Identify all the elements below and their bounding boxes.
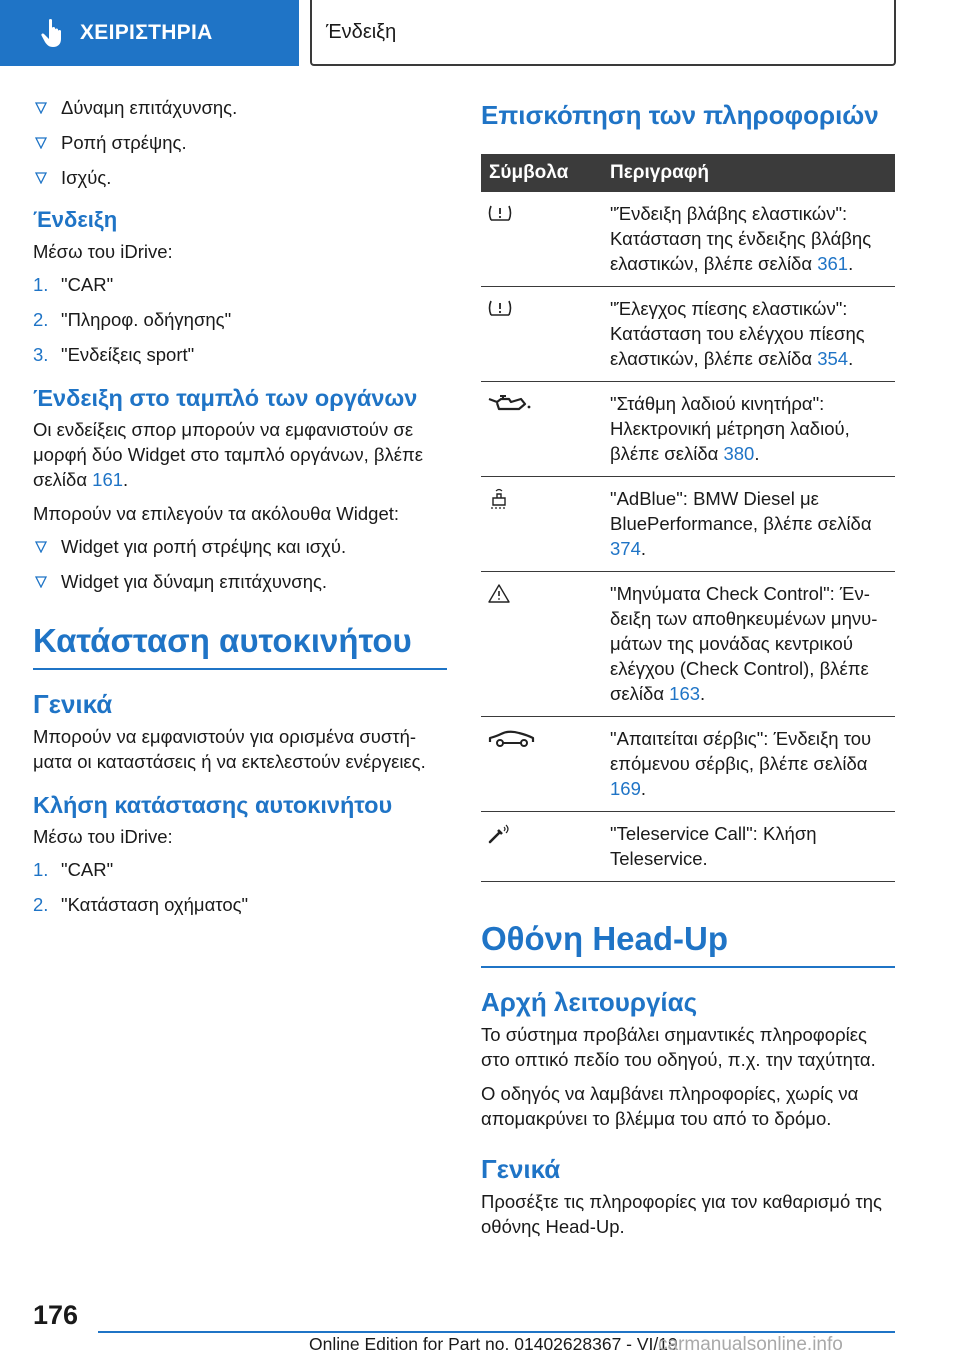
edition-text: Online Edition for Part no. 01402628367 - VI/19 bbox=[309, 1334, 678, 1354]
table-row: "Teleservice Call": Κλήση Teleservice. bbox=[481, 812, 895, 882]
call-status-heading: Κλήση κατάστασης αυτοκινήτου bbox=[33, 792, 393, 818]
principle-paragraph-2: Ο οδηγός να λαμβάνει πληροφορίες, χωρίς να απομακρύνει το βλέμμα του από το δρόμο. bbox=[481, 1083, 859, 1129]
tire-pressure-icon bbox=[487, 298, 513, 320]
call-steps bbox=[33, 858, 447, 917]
bullet-triangle-icon bbox=[35, 137, 47, 149]
table-row: "Ένδειξη βλάβης ελαστικών": Κατάσταση της ένδειξης βλάβης ελαστικών, βλέπε σελίδα 361. bbox=[481, 192, 895, 287]
right-column bbox=[481, 96, 895, 1248]
table-row: "Απαιτείται σέρβις": Ένδειξη του επόμενου σέρβις, βλέπε σελίδα 169. bbox=[481, 717, 895, 812]
cluster-widgets-intro: Μπορούν να επιλεγούν τα ακόλουθα Widget: bbox=[33, 503, 400, 524]
list-item: 1. "CAR" bbox=[33, 859, 114, 880]
indication-heading: Ένδειξη bbox=[33, 207, 118, 232]
warning-triangle-icon bbox=[487, 583, 511, 605]
footer-divider bbox=[98, 1331, 895, 1333]
vehicle-status-heading: Κατάσταση αυτοκινήτου bbox=[33, 620, 447, 670]
principle-heading: Αρχή λειτουργίας bbox=[481, 987, 698, 1017]
bullet-triangle-icon bbox=[35, 541, 47, 553]
tire-warning-icon bbox=[487, 203, 513, 225]
list-item: Ισχύς. bbox=[33, 166, 447, 190]
table-row: "AdBlue": BMW Diesel με BluePerformance, βλέπε σελίδα 374. bbox=[481, 477, 895, 572]
page-link[interactable]: 354 bbox=[817, 348, 849, 369]
bullet-triangle-icon bbox=[35, 102, 47, 114]
page-number: 176 bbox=[33, 1300, 79, 1330]
breadcrumb: Ένδειξη bbox=[310, 0, 896, 66]
hud-heading: Οθόνη Head-Up bbox=[481, 918, 895, 968]
list-item: 2. "Κατάσταση οχήματος" bbox=[33, 894, 249, 915]
pointing-hand-icon bbox=[40, 18, 66, 48]
list-item: Ροπή στρέψης. bbox=[33, 131, 447, 155]
table-row: "Έλεγχος πίεσης ελαστικών": Κατάσταση του ελέγχου πίεσης ελαστικών, βλέπε σελίδα 354. bbox=[481, 287, 895, 382]
adblue-icon bbox=[487, 488, 511, 510]
page-link[interactable]: 380 bbox=[723, 443, 755, 464]
section-title: ΧΕΙΡΙΣΤΗΡΙΑ bbox=[80, 21, 213, 44]
general-paragraph: Μπορούν να εμφανιστούν για ορισμένα συστήματα οι καταστάσεις ή να εκτελεστούν ενέργειες. bbox=[33, 726, 426, 772]
call-via: Μέσω του iDrive: bbox=[33, 826, 173, 847]
left-column bbox=[33, 96, 447, 928]
column-header-symbol: Σύμβολα bbox=[489, 162, 569, 183]
indication-steps bbox=[33, 273, 447, 367]
indication-via: Μέσω του iDrive: bbox=[33, 241, 173, 262]
list-item: Widget για ροπή στρέψης και ισχύ. bbox=[33, 535, 447, 559]
page-link[interactable]: 374 bbox=[610, 538, 641, 559]
list-item: 3. "Ενδείξεις sport" bbox=[33, 344, 195, 365]
overview-heading: Επισκόπηση των πληροφοριών bbox=[481, 100, 879, 130]
bullet-triangle-icon bbox=[35, 576, 47, 588]
list-item: Widget για δύναμη επιτάχυνσης. bbox=[33, 570, 447, 594]
oil-can-icon bbox=[487, 393, 533, 415]
cluster-heading: Ένδειξη στο ταμπλό των οργάνων bbox=[33, 385, 418, 411]
table-header bbox=[481, 154, 895, 192]
list-item: Δύναμη επιτάχυνσης. bbox=[33, 96, 447, 120]
widget-bullet-list bbox=[33, 535, 447, 594]
general-heading: Γενικά bbox=[33, 689, 113, 719]
table-row: "Μηνύματα Check Control": Ένδειξη των αποθηκευμένων μηνυμάτων της μονάδας κεντρικού ελέγχου (Check Control), βλέπε σελίδα 163. bbox=[481, 572, 895, 717]
page-link[interactable]: 361 bbox=[817, 253, 849, 274]
cluster-paragraph: Οι ενδείξεις σπορ μπορούν να εμφανιστούν σε μορφή δύο Widget στο ταμπλό οργάνων, βλέπε σελίδα 161. bbox=[33, 419, 424, 490]
table-row: "Στάθμη λαδιού κινητήρα": Ηλεκτρονική μέτρηση λαδιού, βλέπε σελίδα 380. bbox=[481, 382, 895, 477]
page-link[interactable]: 169 bbox=[610, 778, 641, 799]
teleservice-wrench-icon bbox=[487, 823, 513, 845]
hud-general-heading: Γενικά bbox=[481, 1154, 561, 1184]
column-header-description: Περιγραφή bbox=[610, 162, 709, 183]
watermark: carmanualsonline.info bbox=[658, 1334, 843, 1355]
page-link[interactable]: 163 bbox=[669, 683, 701, 704]
hud-general-paragraph: Προσέξτε τις πληροφορίες για τον καθαρισμό της οθόνης Head-Up. bbox=[481, 1191, 882, 1237]
list-item: 1. "CAR" bbox=[33, 274, 114, 295]
bullet-triangle-icon bbox=[35, 172, 47, 184]
symbols-table bbox=[481, 154, 895, 882]
principle-paragraph-1: Το σύστημα προβάλει σημαντικές πληροφορίες στο οπτικό πεδίο του οδηγού, π.χ. την ταχύτητα. bbox=[481, 1024, 876, 1070]
section-tab[interactable] bbox=[0, 0, 299, 66]
service-car-icon bbox=[487, 728, 537, 750]
top-bullet-list bbox=[33, 96, 447, 190]
page-link[interactable]: 161 bbox=[92, 469, 124, 490]
list-item: 2. "Πληροφ. οδήγησης" bbox=[33, 309, 232, 330]
